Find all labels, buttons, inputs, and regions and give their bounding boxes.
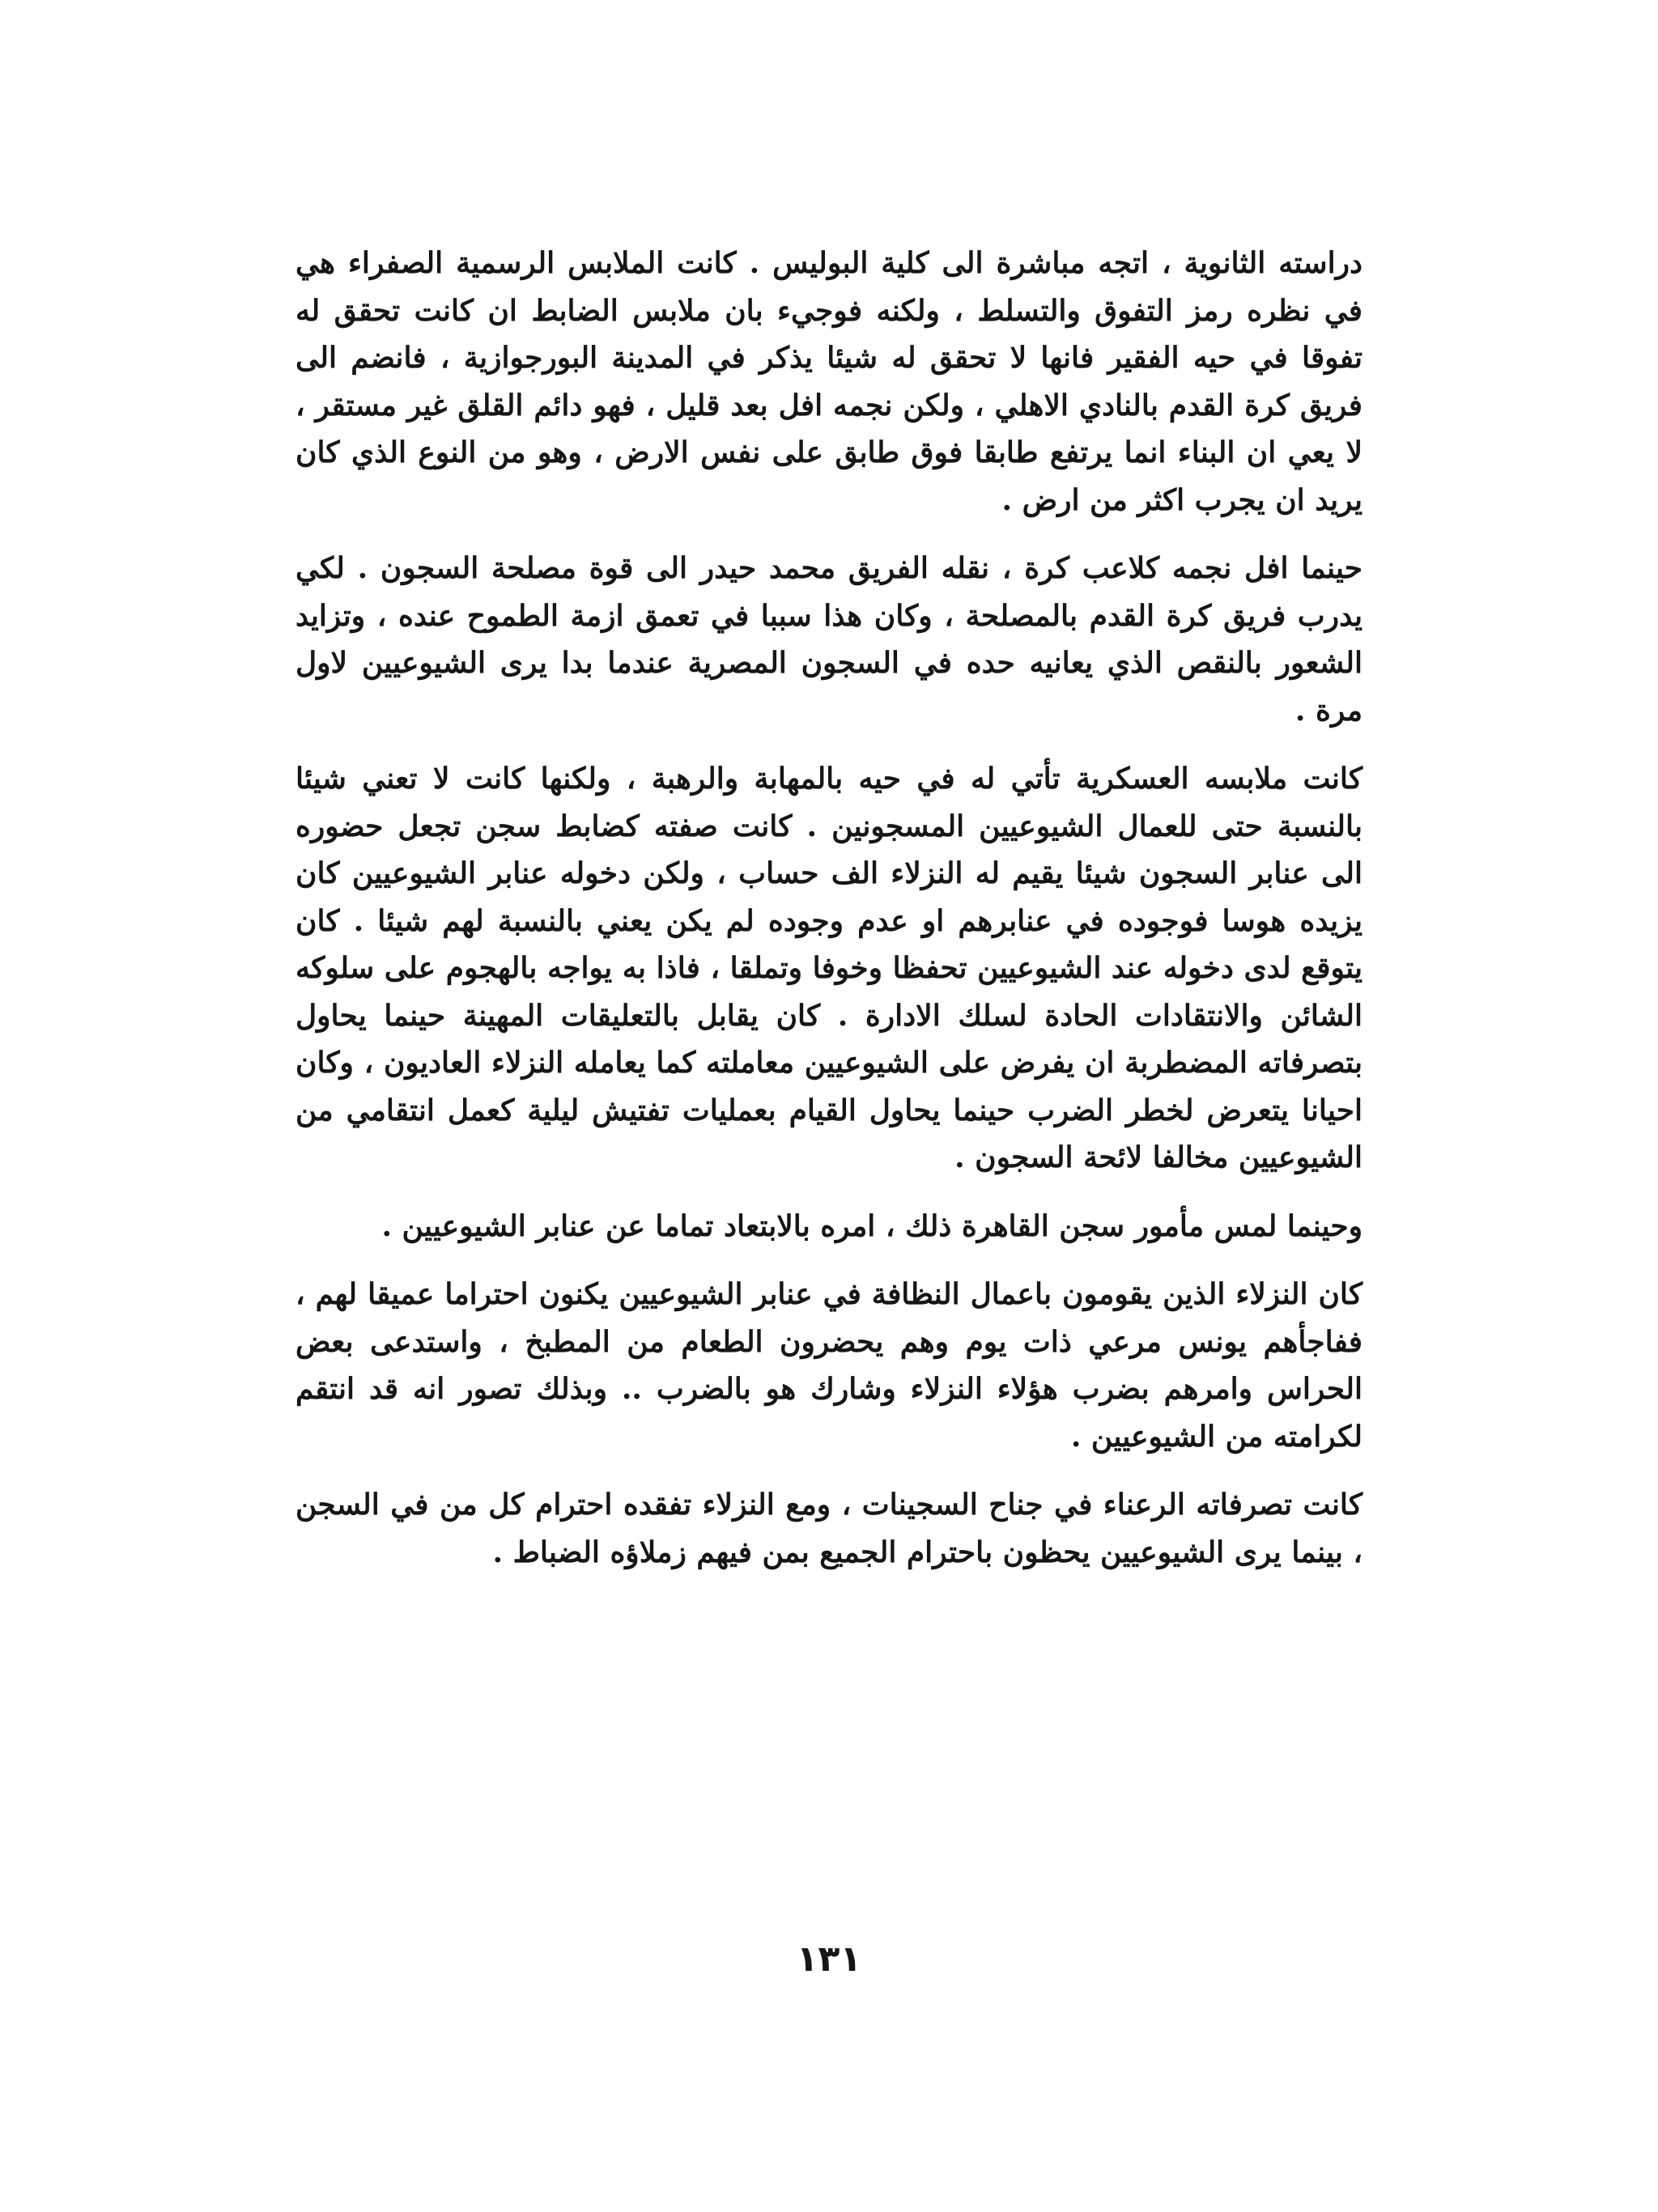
paragraph-2: حينما افل نجمه كلاعب كرة ، نقله الفريق محمد حيدر الى قوة مصلحة السجون . لكي يدرب فريق كرة القدم بالمصلحة ، وكان هذا سببا في تعمق ازمة الطموح عنده ، وتزايد الشعور بالنقص الذي يعانيه حده في السجون المصرية عندما بدا يرى الشيوعيين لاول مرة . (295, 551, 1363, 728)
paragraph-4: وحينما لمس مأمور سجن القاهرة ذلك ، امره بالابتعاد تماما عن عنابر الشيوعيين . (381, 1208, 1363, 1243)
paragraph-5: كان النزلاء الذين يقومون باعمال النظافة في عنابر الشيوعيين يكنون احتراما عميقا لهم ، ففاجأهم يونس مرعي ذات يوم وهم يحضرون الطعام من المطبخ ، واستدعى بعض الحراس وامرهم بضرب هؤلاء النزلاء وشارك هو بالضرب .. وبذلك تصور انه قد انتقم لكرامته من الشيوعيين . (295, 1277, 1363, 1454)
page-number: ١٣١ (796, 1938, 862, 1980)
page-body (295, 240, 1363, 1597)
paragraph-3: كانت ملابسه العسكرية تأتي له في حيه بالمهابة والرهبة ، ولكنها كانت لا تعني شيئا بالنسبة حتى للعمال الشيوعيين المسجونين . كانت صفته كضابط سجن تجعل حضوره الى عنابر السجون شيئا يقيم له النزلاء الف حساب ، ولكن دخوله عنابر الشيوعيين كان يزيده هوسا فوجوده في عنابرهم او عدم وجوده لم يكن يعني بالنسبة لهم شيئا . كان يتوقع لدى دخوله عند الشيوعيين تحفظا وخوفا وتملقا ، فاذا به يواجه بالهجوم على سلوكه الشائن والانتقادات الحادة لسلك الادارة . كان يقابل بالتعليقات المهينة حينما يحاول بتصرفاته المضطربة ان يفرض على الشيوعيين معاملته كما يعامله النزلاء العاديون ، وكان احيانا يتعرض لخطر الضرب حينما يحاول القيام بعمليات تفتيش ليلية كعمل انتقامي من الشيوعيين مخالفا لائحة السجون . (295, 762, 1363, 1174)
paragraph-1: دراسته الثانوية ، اتجه مباشرة الى كلية البوليس . كانت الملابس الرسمية الصفراء هي في نظره رمز التفوق والتسلط ، ولكنه فوجيء بان ملابس الضابط ان كانت تحقق له تفوقا في حيه الفقير فانها لا تحقق له شيئا يذكر في المدينة البورجوازية ، فانضم الى فريق كرة القدم بالنادي الاهلي ، ولكن نجمه افل بعد قليل ، فهو دائم القلق غير مستقر ، لا يعي ان البناء انما يرتفع طابقا فوق طابق على نفس الارض ، وهو من النوع الذي كان يريد ان يجرب اكثر من ارض . (295, 246, 1363, 517)
paragraph-6: كانت تصرفاته الرعناء في جناح السجينات ، ومع النزلاء تفقده احترام كل من في السجن ، بينما يرى الشيوعيين يحظون باحترام الجميع بمن فيهم زملاؤه الضباط . (295, 1488, 1363, 1569)
